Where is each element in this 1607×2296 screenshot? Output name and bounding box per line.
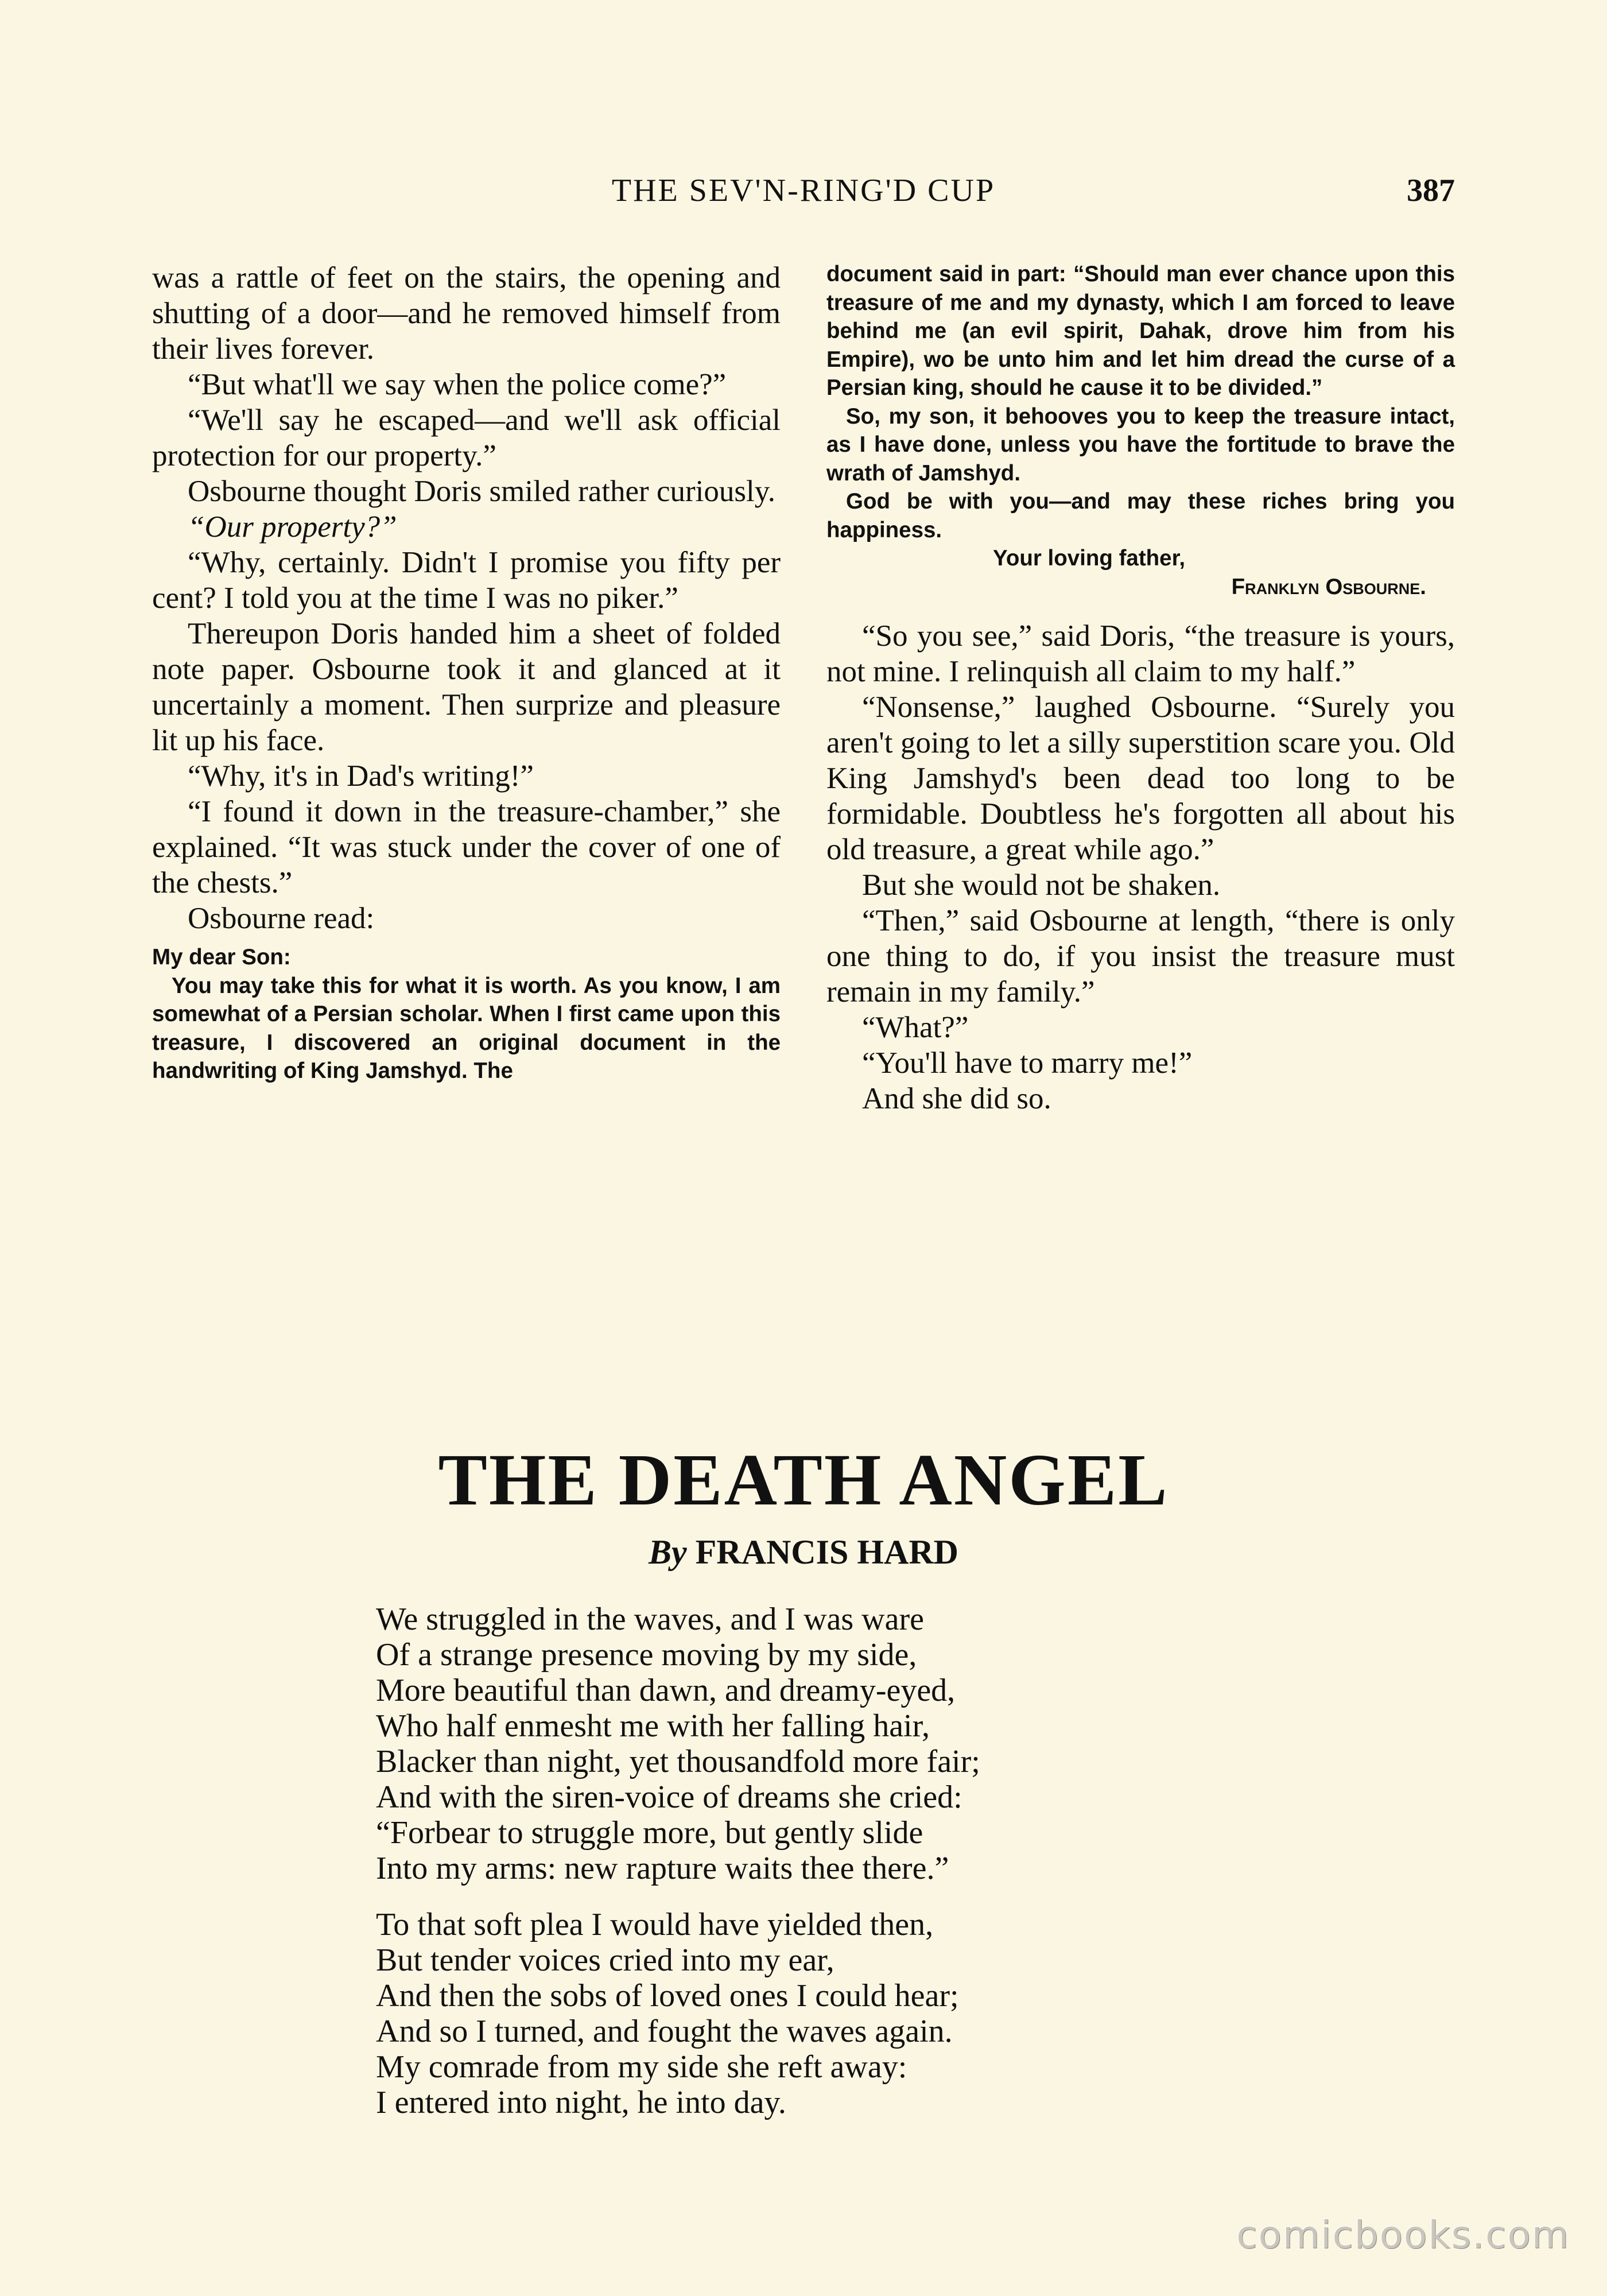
- letter-salutation: My dear Son:: [152, 945, 291, 969]
- poem-line: Of a strange presence moving by my side,: [376, 1637, 917, 1673]
- poem-body: [376, 1601, 1409, 2120]
- paragraph: “Our property?”: [188, 510, 397, 544]
- paragraph: “Nonsense,” laughed Osbourne. “Surely you aren't going to let a silly superstition scare you. Old King Jamshyd's been dead too long to be formidable. Doubtless he's forgotten all about his old treasure, a great while ago.”: [826, 691, 1455, 866]
- watermark: comicbooks.com: [1236, 2213, 1570, 2257]
- paragraph: “But what'll we say when the police come?”: [188, 368, 727, 401]
- paragraph: Thereupon Doris handed him a sheet of folded note paper. Osbourne took it and glanced at it uncertainly a moment. Then surprize and pleasure lit up his face.: [152, 617, 781, 757]
- poem-line: My comrade from my side she reft away:: [376, 2049, 907, 2085]
- poem-line: And so I turned, and fought the waves again.: [376, 2014, 953, 2049]
- poem-line: Into my arms: new rapture waits thee there.”: [376, 1851, 949, 1886]
- poem-line: We struggled in the waves, and I was ware: [376, 1601, 924, 1637]
- poem-line: But tender voices cried into my ear,: [376, 1942, 834, 1978]
- paragraph: “You'll have to marry me!”: [862, 1046, 1193, 1080]
- paragraph: “Then,” said Osbourne at length, “there is only one thing to do, if you insist the treasure must remain in my family.”: [826, 904, 1455, 1009]
- letter-signature: Franklyn Osbourne.: [1231, 574, 1426, 599]
- letter-paragraph: So, my son, it behooves you to keep the treasure intact, as I have done, unless you have the fortitude to brave the wrath of Jamshyd.: [826, 404, 1455, 486]
- running-head: [152, 172, 1455, 218]
- paragraph: was a rattle of feet on the stairs, the opening and shutting of a door—and he removed himself from their lives forever.: [152, 261, 781, 366]
- paragraph: “So you see,” said Doris, “the treasure is yours, not mine. I relinquish all claim to my half.”: [826, 619, 1455, 688]
- paragraph: “Why, certainly. Didn't I promise you fifty per cent? I told you at the time I was no piker.”: [152, 546, 781, 615]
- paragraph: “I found it down in the treasure-chamber,” she explained. “It was stuck under the cover of one of the chests.”: [152, 795, 781, 899]
- paragraph: “What?”: [862, 1011, 969, 1044]
- story-title-header: THE SEV'N-RING'D CUP: [611, 173, 996, 208]
- page-number: 387: [1407, 173, 1455, 208]
- poem-line: I entered into night, he into day.: [376, 2085, 786, 2120]
- letter-closing: Your loving father,: [993, 546, 1186, 571]
- left-column: [152, 260, 781, 1085]
- letter-paragraph: You may take this for what it is worth. As you know, I am somewhat of a Persian scholar. When I first came upon this treasure, I discovered an original document in the handwriting of King Jamshyd. The: [152, 973, 781, 1083]
- poem-line: And with the siren-voice of dreams she cried:: [376, 1779, 962, 1815]
- paragraph: “We'll say he escaped—and we'll ask official protection for our property.”: [152, 404, 781, 472]
- paragraph: Osbourne read:: [188, 902, 375, 935]
- paragraph: But she would not be shaken.: [862, 868, 1221, 902]
- poem-line: To that soft plea I would have yielded then,: [376, 1907, 934, 1942]
- paragraph: “Why, it's in Dad's writing!”: [188, 759, 534, 793]
- poem-line: Blacker than night, yet thousandfold more fair;: [376, 1744, 980, 1779]
- poem-line: More beautiful than dawn, and dreamy-eyed,: [376, 1673, 956, 1708]
- byline-by: By: [648, 1533, 687, 1571]
- paragraph: And she did so.: [862, 1082, 1051, 1115]
- poem-line: Who half enmesht me with her falling hair,: [376, 1708, 930, 1744]
- byline: [0, 1533, 1607, 1572]
- letter-paragraph: God be with you—and may these riches bring you happiness.: [826, 489, 1455, 542]
- letter-paragraph: document said in part: “Should man ever chance upon this treasure of me and my dynasty, which I am forced to leave behind me (an evil spirit, Dahak, drove him from his Empire), wo be unto him and let him dread the curse of a Persian king, should he cause it to be divided.”: [826, 262, 1455, 400]
- poem-line: “Forbear to struggle more, but gently slide: [376, 1815, 923, 1851]
- paragraph: Osbourne thought Doris smiled rather curiously.: [188, 475, 776, 508]
- right-column: [826, 260, 1455, 1116]
- poem-line: And then the sobs of loved ones I could hear;: [376, 1978, 959, 2014]
- poem-title: THE DEATH ANGEL: [438, 1439, 1169, 1521]
- byline-author: FRANCIS HARD: [695, 1533, 958, 1571]
